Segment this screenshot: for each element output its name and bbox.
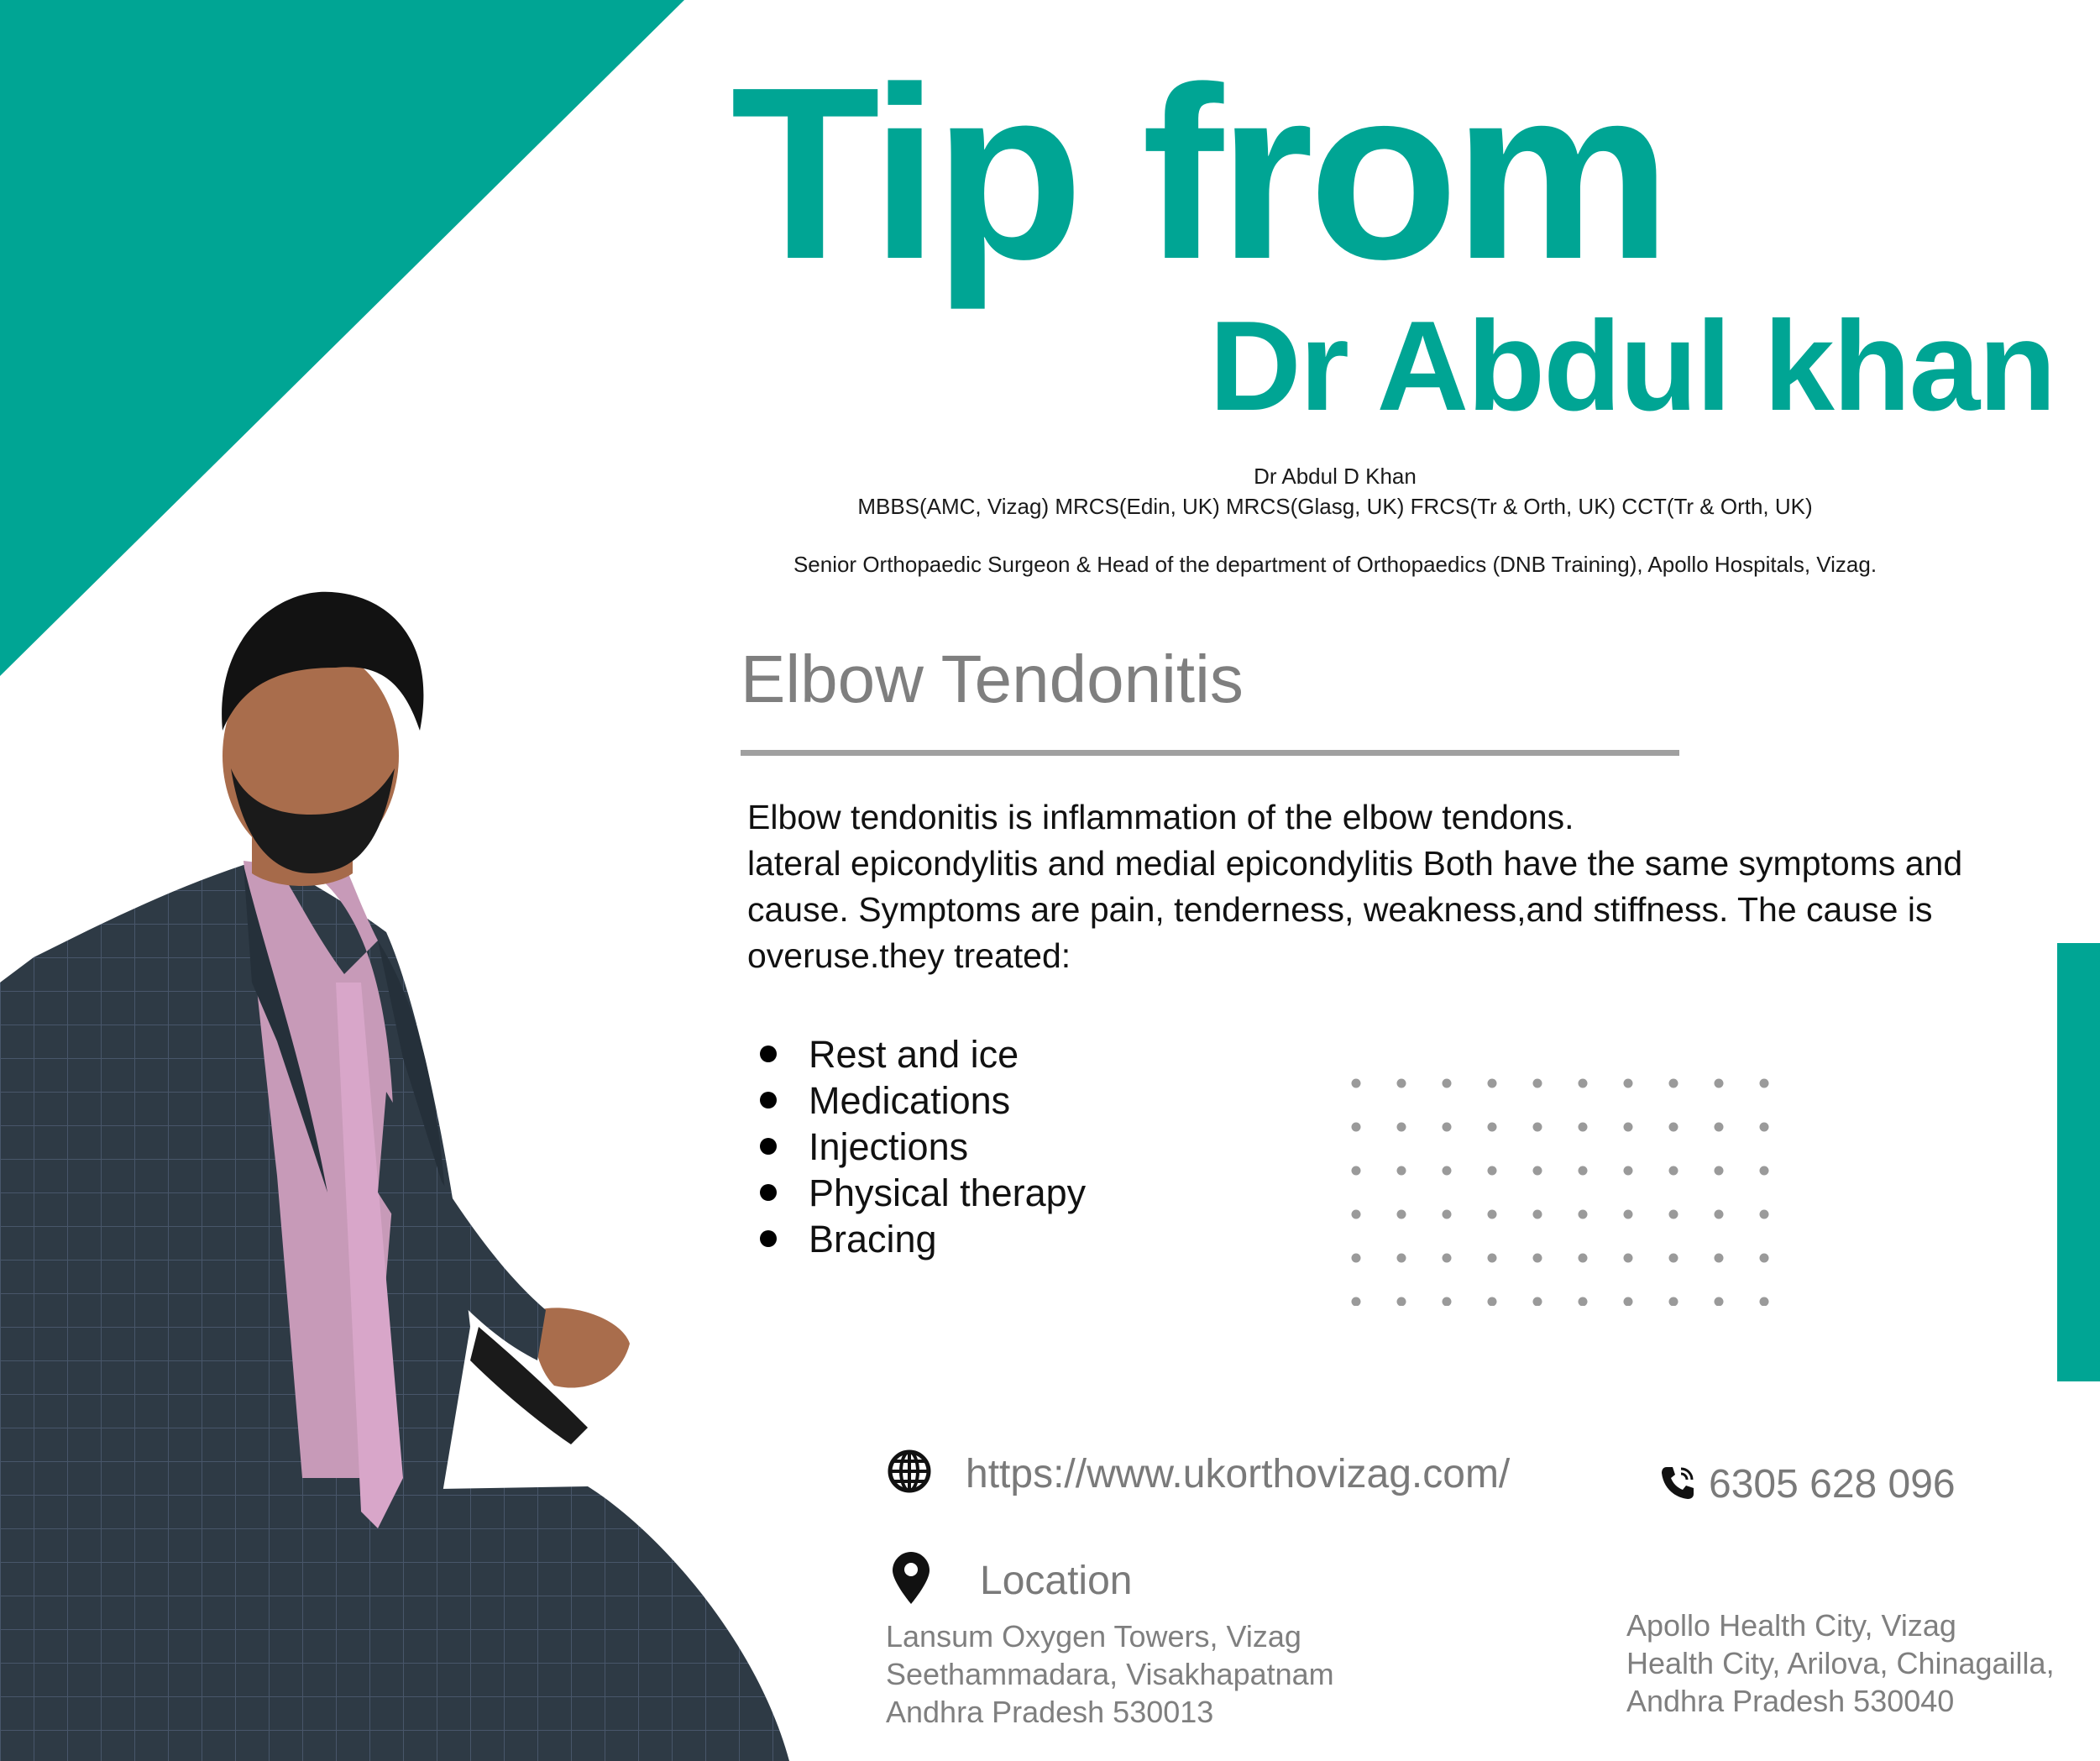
grid-dot: [1669, 1123, 1678, 1132]
grid-dot: [1669, 1166, 1678, 1176]
list-item: [760, 1077, 1086, 1124]
grid-dot: [1579, 1079, 1588, 1088]
grid-dot: [1624, 1123, 1633, 1132]
globe-icon: [888, 1449, 931, 1493]
grid-dot: [1533, 1166, 1542, 1176]
grid-dot: [1397, 1079, 1406, 1088]
grid-dot: [1715, 1166, 1724, 1176]
grid-dot: [1624, 1166, 1633, 1176]
treatment-label: Injections: [809, 1125, 969, 1168]
list-item: [760, 1170, 1086, 1216]
grid-dot: [1669, 1210, 1678, 1219]
treatment-label: Rest and ice: [809, 1033, 1019, 1076]
topic-divider: [741, 750, 1679, 756]
grid-dot: [1397, 1210, 1406, 1219]
address-line: Apollo Health City, Vizag: [1626, 1608, 1956, 1643]
address-block: [886, 1617, 1334, 1731]
description-line: lateral epicondylitis and medial epicondylitis Both have the same symptoms and: [747, 844, 1963, 883]
phone-number[interactable]: 6305 628 096: [1709, 1462, 1956, 1507]
grid-dot: [1533, 1297, 1542, 1307]
phone-icon: [1658, 1464, 1697, 1502]
grid-dot: [1715, 1079, 1724, 1088]
grid-dot: [1760, 1254, 1769, 1263]
list-item: [760, 1216, 1086, 1262]
doctor-qualifications: MBBS(AMC, Vizag) MRCS(Edin, UK) MRCS(Glasg, UK) FRCS(Tr & Orth, UK) CCT(Tr & Orth, UK): [857, 494, 1813, 519]
grid-dot: [1352, 1297, 1361, 1307]
address-line: Health City, Arilova, Chinagailla,: [1626, 1646, 2055, 1680]
doctor-position: Senior Orthopaedic Surgeon & Head of the department of Orthopaedics (DNB Training), Apollo Hospitals, Vizag.: [793, 552, 1877, 577]
grid-dot: [1669, 1254, 1678, 1263]
description-line: cause. Symptoms are pain, tenderness, weakness,and stiffness. The cause is: [747, 890, 1933, 929]
grid-dot: [1443, 1297, 1452, 1307]
grid-dot: [1760, 1166, 1769, 1176]
list-item: [760, 1031, 1086, 1077]
grid-dot: [1488, 1123, 1497, 1132]
title-doctor-name: Dr Abdul khan: [1209, 295, 2055, 438]
description-line: Elbow tendonitis is inflammation of the elbow tendons.: [747, 798, 1574, 836]
grid-dot: [1443, 1254, 1452, 1263]
address-line: Lansum Oxygen Towers, Vizag: [886, 1619, 1301, 1654]
corner-triangle-decoration: [0, 0, 684, 676]
grid-dot: [1715, 1123, 1724, 1132]
grid-dot: [1533, 1123, 1542, 1132]
grid-dot: [1715, 1297, 1724, 1307]
grid-dot: [1488, 1079, 1497, 1088]
grid-dot: [1715, 1210, 1724, 1219]
website-link[interactable]: https://www.ukorthovizag.com/: [966, 1452, 1511, 1496]
address-line: Seethammadara, Visakhapatnam: [886, 1657, 1334, 1691]
grid-dot: [1488, 1166, 1497, 1176]
grid-dot: [1352, 1079, 1361, 1088]
address-line: Andhra Pradesh 530013: [886, 1695, 1214, 1729]
grid-dot: [1715, 1254, 1724, 1263]
grid-dot: [1624, 1297, 1633, 1307]
description-line: overuse.they treated:: [747, 936, 1071, 975]
title-tip-from: Tip from: [731, 36, 1667, 310]
treatment-label: Bracing: [809, 1218, 937, 1260]
grid-dot: [1443, 1079, 1452, 1088]
grid-dot: [1397, 1166, 1406, 1176]
side-accent-bar: [2057, 943, 2100, 1381]
treatment-label: Physical therapy: [809, 1171, 1087, 1214]
grid-dot: [1579, 1166, 1588, 1176]
location-label: Location: [980, 1559, 1133, 1603]
grid-dot: [1443, 1210, 1452, 1219]
treatment-list: [760, 1031, 1086, 1262]
grid-dot: [1352, 1210, 1361, 1219]
topic-description: [747, 794, 2057, 979]
grid-dot: [1760, 1210, 1769, 1219]
doctor-photo: [0, 588, 806, 1761]
map-pin-icon: [893, 1552, 930, 1604]
list-item: [760, 1124, 1086, 1170]
grid-dot: [1488, 1254, 1497, 1263]
grid-dot: [1443, 1123, 1452, 1132]
grid-dot: [1624, 1079, 1633, 1088]
grid-dot: [1669, 1297, 1678, 1307]
grid-dot: [1533, 1254, 1542, 1263]
doctor-full-name: Dr Abdul D Khan: [1254, 464, 1417, 489]
grid-dot: [1397, 1297, 1406, 1307]
address-block: [1626, 1606, 2055, 1720]
dot-grid-decoration: [1335, 1062, 1788, 1306]
grid-dot: [1760, 1123, 1769, 1132]
grid-dot: [1760, 1297, 1769, 1307]
grid-dot: [1624, 1210, 1633, 1219]
treatment-label: Medications: [809, 1079, 1011, 1122]
topic-heading: Elbow Tendonitis: [741, 642, 1244, 716]
grid-dot: [1488, 1210, 1497, 1219]
grid-dot: [1488, 1297, 1497, 1307]
grid-dot: [1760, 1079, 1769, 1088]
grid-dot: [1624, 1254, 1633, 1263]
address-line: Andhra Pradesh 530040: [1626, 1684, 1955, 1718]
grid-dot: [1533, 1210, 1542, 1219]
grid-dot: [1443, 1166, 1452, 1176]
grid-dot: [1352, 1254, 1361, 1263]
grid-dot: [1397, 1254, 1406, 1263]
grid-dot: [1352, 1166, 1361, 1176]
grid-dot: [1533, 1079, 1542, 1088]
grid-dot: [1397, 1123, 1406, 1132]
grid-dot: [1579, 1210, 1588, 1219]
grid-dot: [1352, 1123, 1361, 1132]
grid-dot: [1579, 1297, 1588, 1307]
grid-dot: [1579, 1123, 1588, 1132]
grid-dot: [1579, 1254, 1588, 1263]
grid-dot: [1669, 1079, 1678, 1088]
